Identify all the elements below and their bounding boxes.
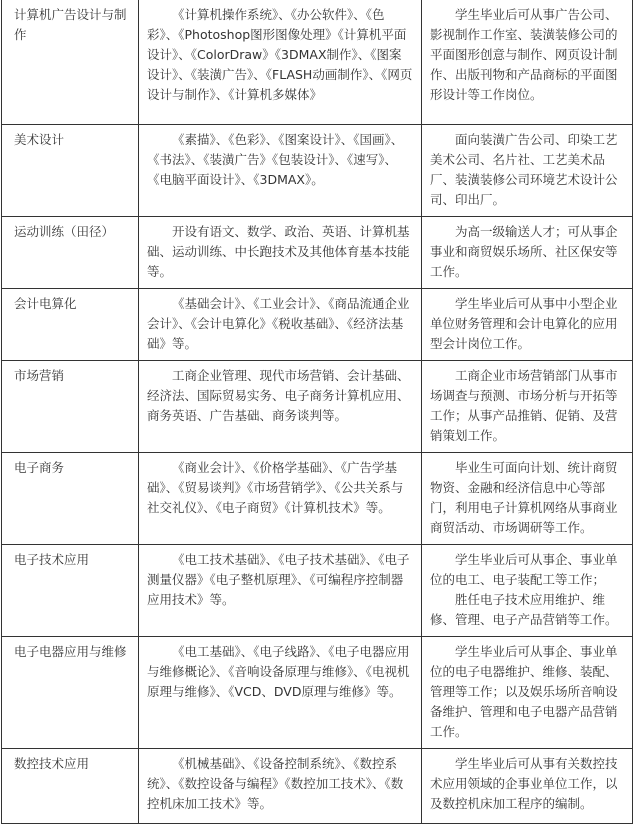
career-direction: 为高一级输送人才；可从事企事业和商贸娱乐场所、社区保安等工作。 (422, 217, 633, 289)
career-direction: 毕业生可面向计划、统计商贸物资、金融和经济信息中心等部门，利用电子计算机网络从事商业商贸活动、市场调研等工作。 (422, 453, 633, 545)
major-name: 市场营销 (2, 361, 139, 453)
major-name: 数控技术应用 (2, 749, 139, 824)
major-name: 运动训练（田径） (2, 217, 139, 289)
course-list: 《机械基础》、《设备控制系统》、《数控系统》、《数控设备与编程》《数控加工技术》、《数控机床加工技术》等。 (139, 749, 422, 824)
course-list: 《电工基础》、《电子线路》、《电子电器应用与维修概论》、《音响设备原理与维修》、《电视机原理与维修》、《VCD、DVD原理与维修》等。 (139, 637, 422, 749)
course-list: 工商企业管理、现代市场营销、会计基础、经济法、国际贸易实务、电子商务计算机应用、商务英语、广告基础、商务谈判等。 (139, 361, 422, 453)
table-row (2, 749, 633, 824)
career-direction: 学生毕业后可从事中小型企业单位财务管理和会计电算化的应用型会计岗位工作。 (422, 289, 633, 361)
table-row (2, 289, 633, 361)
course-list: 《基础会计》、《工业会计》、《商品流通企业会计》、《会计电算化》《税收基础》、《经济法基础》等。 (139, 289, 422, 361)
career-direction: 学生毕业后可从事企、事业单位的电子电器维护、维修、装配、管理等工作；以及娱乐场所音响设备维护、管理和电子电器产品营销工作。 (422, 637, 633, 749)
career-direction: 工商企业市场营销部门从事市场调查与预测、市场分析与开拓等工作；从事产品推销、促销、及营销策划工作。 (422, 361, 633, 453)
majors-table (1, 0, 633, 824)
table-row (2, 0, 633, 125)
major-name: 计算机广告设计与制作 (2, 0, 139, 125)
career-line-2: 胜任电子技术应用维护、维修、管理、电子产品营销等工作。 (430, 592, 618, 627)
course-list: 《商业会计》、《价格学基础》、《广告学基础》、《贸易谈判》《市场营销学》、《公共关系与社交礼仪》、《电子商贸》《计算机技术》等。 (139, 453, 422, 545)
major-name: 电子商务 (2, 453, 139, 545)
career-line-1: 学生毕业后可从事企、事业单位的电工、电子装配工等工作； (430, 552, 618, 587)
table-row (2, 361, 633, 453)
table-row (2, 453, 633, 545)
major-name: 会计电算化 (2, 289, 139, 361)
course-list: 《电工技术基础》、《电子技术基础》、《电子测量仪器》《电子整机原理》、《可编程序控制器应用技术》等。 (139, 545, 422, 637)
major-name: 美术设计 (2, 125, 139, 217)
table-row (2, 217, 633, 289)
course-list: 《计算机操作系统》、《办公软件》、《色彩》、《Photoshop图形图像处理》《计算机平面设计》、《ColorDraw》《3DMAX制作》、《图案设计》、《装潢广告》、《FLASH动画制作》、《网页设计与制作》、《计算机多媒体》 (139, 0, 422, 125)
career-direction: 学生毕业后可从事广告公司、影视制作工作室、装潢装修公司的平面图形创意与制作、网页设计制作、出版刊物和产品商标的平面图形设计等工作岗位。 (422, 0, 633, 125)
table-row (2, 637, 633, 749)
table-row (2, 125, 633, 217)
table-row (2, 545, 633, 637)
major-name: 电子技术应用 (2, 545, 139, 637)
career-direction (422, 545, 633, 637)
course-list: 《素描》、《色彩》、《图案设计》、《国画》、《书法》、《装潢广告》《包装设计》、《速写》、《电脑平面设计》、《3DMAX》。 (139, 125, 422, 217)
career-direction: 面向装潢广告公司、印染工艺美术公司、名片社、工艺美术品厂、装潢装修公司环境艺术设计公司、印出厂。 (422, 125, 633, 217)
career-direction: 学生毕业后可从事有关数控技术应用领域的企事业单位工作，以及数控机床加工程序的编制。 (422, 749, 633, 824)
major-name: 电子电器应用与维修 (2, 637, 139, 749)
course-list: 开设有语文、数学、政治、英语、计算机基础、运动训练、中长跑技术及其他体育基本技能等。 (139, 217, 422, 289)
